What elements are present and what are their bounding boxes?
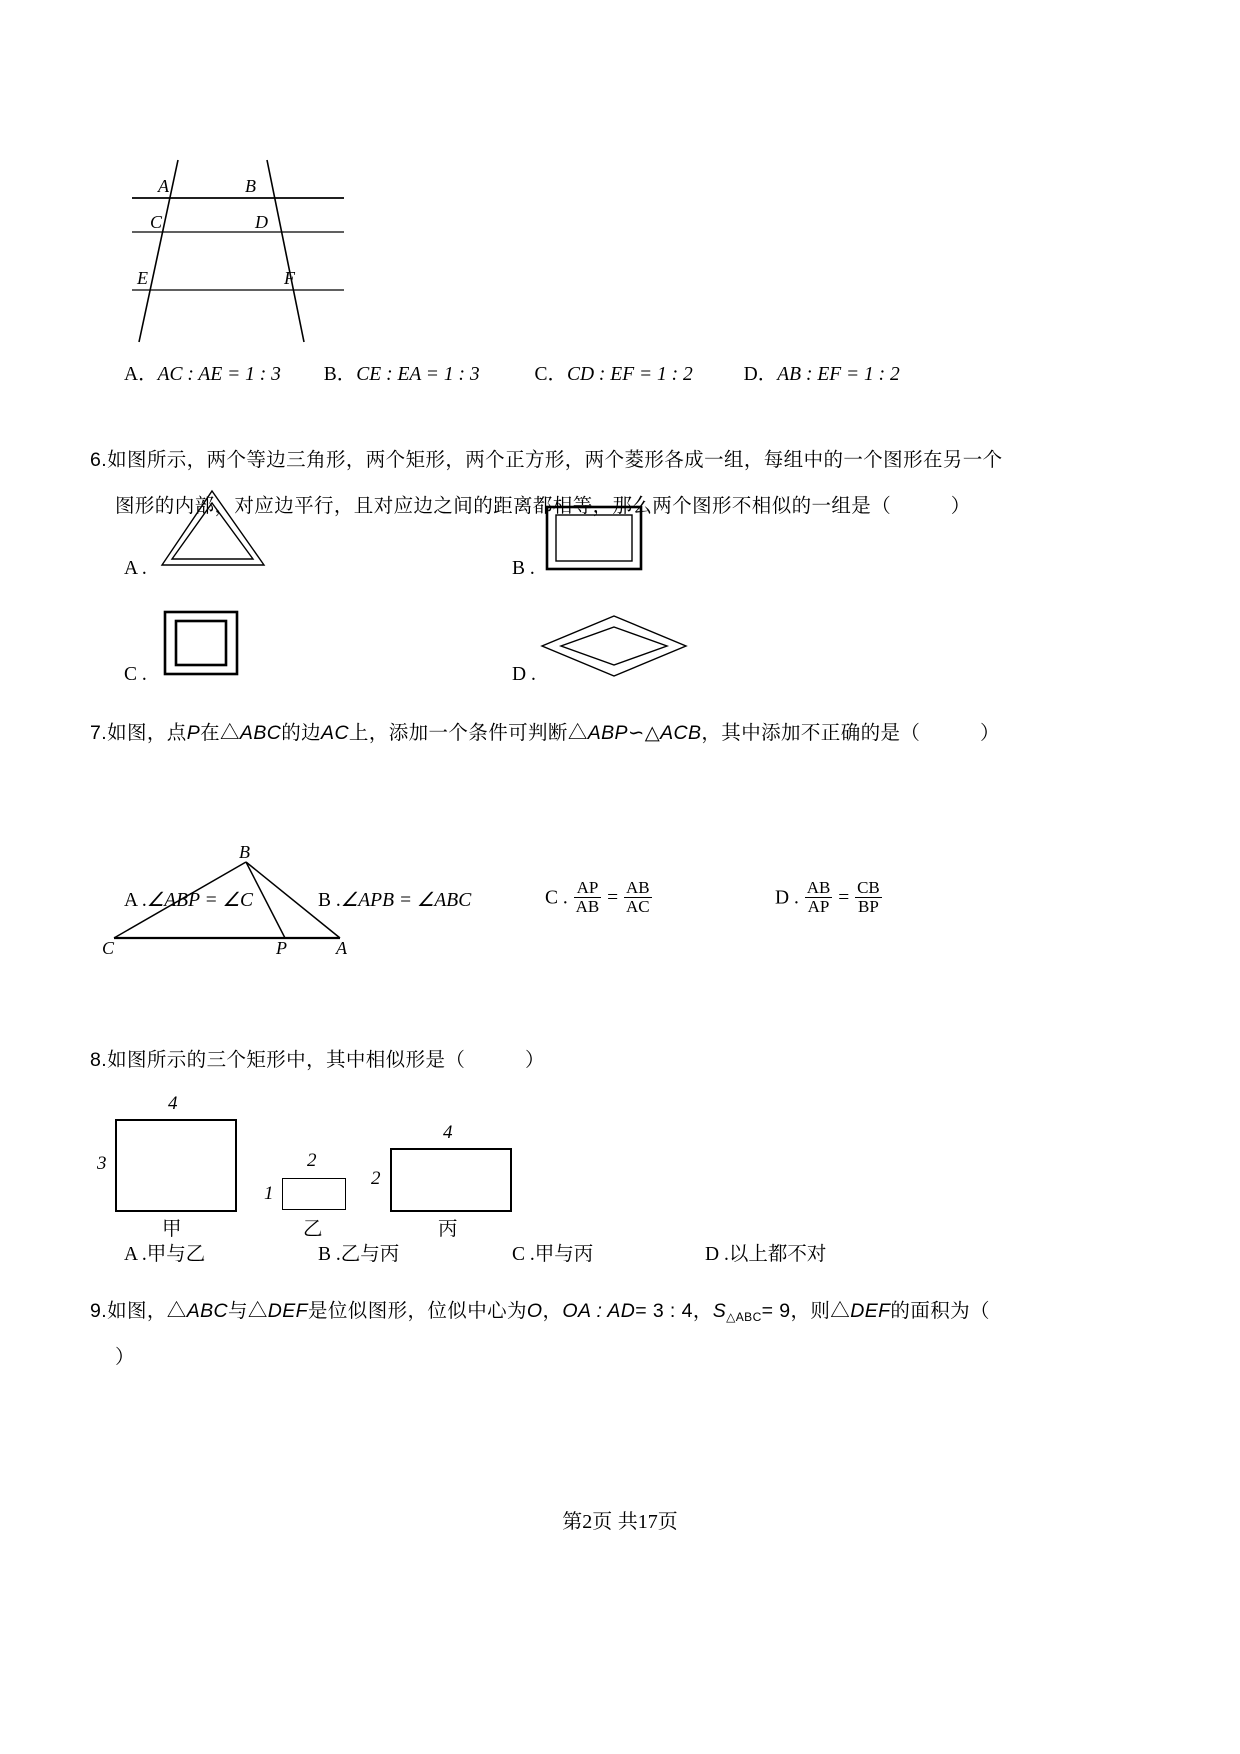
figure-label-B: B (245, 176, 256, 196)
q6-option-d-label[interactable]: D . (512, 664, 536, 685)
q7-option-d[interactable]: D . $\frac{AB}{AP}$ = $\frac{CB}{BP}$ (775, 878, 880, 917)
q6-option-c-label[interactable]: C . (124, 664, 147, 685)
footer-suffix: 页 (657, 1511, 678, 1533)
q6-shape-nested-square (163, 610, 243, 683)
q5-option-d[interactable]: D．AB : EF = 1 : 2 (743, 364, 900, 385)
rectangle-yi-width-label: 2 (307, 1150, 317, 1171)
q6-shape-nested-rectangle (545, 505, 645, 578)
rectangle-yi (282, 1178, 346, 1210)
q7-option-a[interactable]: A .∠ABP = ∠C (124, 890, 254, 911)
figure-label-P: P (276, 938, 287, 955)
q5-option-b[interactable]: B．CE : EA = 1 : 3 (323, 364, 480, 385)
q6-stem-line1: 6.如图所示，两个等边三角形，两个矩形，两个正方形，两个菱形各成一组，每组中的一个图形在另一个 (90, 449, 1003, 471)
q6-option-b-label[interactable]: B . (512, 558, 535, 579)
rectangle-jia-name: 甲 (162, 1218, 182, 1240)
rectangle-bing (390, 1148, 512, 1212)
q7-stem: 7.如图，点P在△ABC的边AC上，添加一个条件可判断△ABP∽△ACB，其中添加不正确的是（ ） (90, 722, 1000, 744)
q6-option-a-label[interactable]: A . (124, 558, 147, 579)
footer-prefix: 第 (562, 1511, 583, 1533)
rectangle-bing-width-label: 4 (443, 1122, 453, 1143)
figure-label-C: C (102, 938, 115, 955)
q8-number: 8. (90, 1049, 108, 1071)
q5-option-c[interactable]: C．CD : EF = 1 : 2 (534, 364, 693, 385)
q7-option-c[interactable]: C . $\frac{AP}{AB}$ = $\frac{AB}{AC}$ (545, 878, 650, 917)
figure-label-A: A (158, 176, 169, 196)
figure-label-F: F (284, 268, 295, 288)
figure-q8-rectangles (90, 1093, 610, 1240)
footer-total-pages: 17 (637, 1511, 658, 1533)
q9-stem-line2: ） (115, 1346, 135, 1368)
rectangle-jia-height-label: 3 (97, 1153, 107, 1174)
q9-number: 9. (90, 1300, 108, 1322)
q5-options-row (124, 358, 900, 386)
q9-subscript: △ABC (726, 1310, 762, 1325)
figure-label-A: A (336, 938, 347, 955)
rectangle-bing-name: 丙 (438, 1218, 458, 1240)
equals-sign: = (607, 887, 619, 909)
q8-option-d[interactable]: D .以上都不对 (705, 1243, 827, 1265)
rectangle-yi-name: 乙 (303, 1218, 323, 1240)
q8-option-b[interactable]: B .乙与丙 (318, 1243, 400, 1265)
equals-sign: = (838, 887, 850, 909)
q8-option-c[interactable]: C .甲与丙 (512, 1243, 594, 1265)
q8-option-a[interactable]: A .甲与乙 (124, 1243, 206, 1265)
rectangle-jia-width-label: 4 (168, 1093, 178, 1114)
q7-option-c-right-fraction: $\frac{AB}{AC}$ (626, 878, 650, 917)
figure-q5-parallel-lines (112, 150, 442, 345)
rectangle-yi-height-label: 1 (264, 1183, 274, 1204)
q6-number: 6. (90, 449, 108, 471)
q7-option-b[interactable]: B .∠APB = ∠ABC (318, 890, 472, 911)
q8-stem: 8.如图所示的三个矩形中，其中相似形是（ ） (90, 1049, 545, 1071)
page-footer (0, 1505, 1240, 1534)
figure-label-E: E (137, 268, 148, 288)
figure-label-D: D (255, 212, 268, 232)
q5-option-a[interactable]: A．AC : AE = 1 : 3 (124, 364, 281, 385)
q7-option-d-right-fraction: $\frac{CB}{BP}$ (857, 878, 880, 917)
q6-stem-line2: 图形的内部，对应边平行，且对应边之间的距离都相等，那么两个图形不相似的一组是（ ） (115, 495, 971, 517)
rectangle-jia (115, 1119, 237, 1212)
q7-number: 7. (90, 722, 108, 744)
rectangle-bing-height-label: 2 (371, 1168, 381, 1189)
q6-shape-nested-rhombus (540, 612, 690, 685)
footer-page-number: 2 (582, 1511, 593, 1533)
q6-shape-nested-triangle (160, 487, 270, 577)
q7-option-d-left-fraction: $\frac{AB}{AP}$ (806, 878, 831, 917)
footer-middle: 页 共 (592, 1511, 638, 1533)
q7-option-c-left-fraction: $\frac{AP}{AB}$ (575, 878, 600, 917)
figure-label-B: B (239, 842, 250, 862)
figure-label-C: C (150, 212, 163, 232)
q9-stem-line1: 9.如图，△ABC与△DEF是位似图形，位似中心为O，OA : AD= 3 : 4，$S_{\triangle ABC}= 9$，则△DEF的面积为（ (90, 1300, 990, 1325)
